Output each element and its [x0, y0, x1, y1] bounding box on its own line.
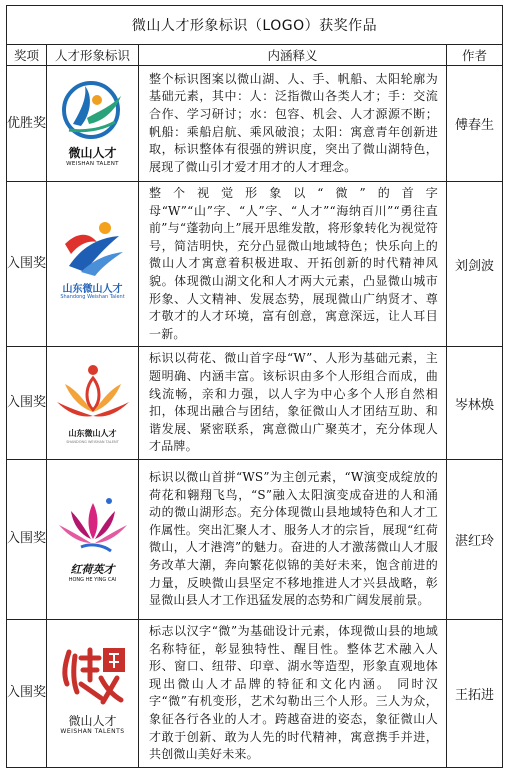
- award-name: 优胜奖: [7, 66, 47, 182]
- table-row: [7, 619, 503, 767]
- meaning-text: 整个视觉形象以“微”的首字母“W”“山”字、“人”字、“人才”“海纳百川”“勇往直前”与“蓬勃向上”展开思维发散，将形象转化为视觉符号，简洁明快，充分凸显微山地域特色；快乐向上的微山人才寓意着积极进取、开拓创新的时代精神风貌。体现微山湖文化和人才两大元素，凸显微山城市形象、人文精神、发展态势，展现微山广纳贤才、尊才敬才的人才环境，富有创意，寓意深远，让人耳目一新。: [139, 182, 447, 347]
- column-header-award: 奖项: [7, 45, 47, 66]
- award-name: 入围奖: [7, 459, 47, 619]
- table-row: [7, 459, 503, 619]
- meaning-text: 标志以汉字“微”为基础设计元素，体现微山县的地域名称特征，彰显独特性、醒目性。整体艺术融入人形、窗口、纽带、印章、湖水等造型，形象直观地体现出微山人才品牌的特征和文化内涵。 同时汉字“微”有机变形，艺术勾勒出三个人形。三人为众，象征各行各业的人才。跨越奋进的姿态，象征微山人才敢于创新、敢为人先的时代精神，寓意携手并进，共创微山美好未来。: [139, 619, 447, 767]
- meaning-text: 整个标识图案以微山湖、人、手、帆船、太阳轮廓为基础元素，其中：人：泛指微山各类人才；手：交流合作、学习研讨；水：包容、机会、人才源源不断；帆船：乘船启航、乘风破浪；太阳：寓意青年创新进取，标识整体有很强的辨识度，突出了微山湖特色，展现了微山引才爱才用才的人才理念。: [139, 66, 447, 182]
- logo-subtext: HONG HE YING CAI: [68, 577, 117, 584]
- logo-emblem-icon: [51, 214, 135, 280]
- author-name: 傅春生: [447, 66, 503, 182]
- author-name: 岑林焕: [447, 347, 503, 460]
- logo-text: 山东微山人才: [62, 284, 123, 296]
- logo-text: 微山人才: [68, 145, 117, 160]
- logo-subtext: WEISHAN TALENTS: [60, 728, 125, 736]
- award-sheet: [6, 5, 502, 762]
- red-lotus-icon: [51, 489, 135, 559]
- logo-subtext: SHANDONG WEISHAN TALENT: [66, 440, 119, 445]
- column-header-meaning: 内涵释义: [139, 45, 447, 66]
- logo-cell: [47, 459, 139, 619]
- table-row: [7, 182, 503, 347]
- author-name: 刘剑波: [447, 182, 503, 347]
- logo-emblem-icon: [51, 74, 135, 144]
- awards-table: [6, 5, 503, 768]
- logo-subtext: Shandong Weishan Talent: [60, 294, 125, 301]
- logo-text: 红荷英才: [70, 563, 115, 577]
- award-name: 入围奖: [7, 347, 47, 460]
- logo-cell: [47, 182, 139, 347]
- table-row: [7, 66, 503, 182]
- header-row: [7, 45, 503, 66]
- author-name: 王拓进: [447, 619, 503, 767]
- logo-cell: [47, 347, 139, 460]
- meaning-text: 标识以微山首拼“WS”为主创元素，“W演变成绽放的荷花和翱翔飞鸟，“S”融入太阳演变成奋进的人和涌动的微山湖形态。充分体现微山县地域特色和人才工作属性。突出汇聚人才、服务人才的宗旨，展现“红荷微山，人才港湾”的魅力。奋进的人才激荡微山人才服务改革大潮，奔向繁花似锦的美好未来，饱含前进的力量，反映微山县坚定不移地推进人才兴县战略，彰显微山县人才工作迅猛发展的态势和广阔发展前景。: [139, 459, 447, 619]
- logo-subtext: WEISHAN TALENT: [66, 160, 119, 167]
- award-name: 入围奖: [7, 619, 47, 767]
- table-title: 微山人才形象标识（LOGO）获奖作品: [7, 6, 503, 45]
- logo-cell: [47, 619, 139, 767]
- logo-honghe-yingcai: [51, 489, 135, 589]
- table-row: [7, 347, 503, 460]
- author-name: 湛红玲: [447, 459, 503, 619]
- logo-lotus-talent: [51, 358, 135, 448]
- logo-text: 山东微山人才: [68, 429, 117, 439]
- lotus-icon: [51, 358, 135, 426]
- logo-text: 微山人才: [68, 714, 117, 729]
- logo-cell: [47, 66, 139, 182]
- meaning-text: 标识以荷花、微山首字母“W”、人形为基础元素，主题明确、内涵丰富。该标识由多个人形组合而成，曲线流畅，亲和力强，以人字为中心多个人形自然相扣，体现出融合与团结，象征微山人才团结互助、和谐发展、紧密联系，寓意微山广聚英才，充分体现人才品牌。: [139, 347, 447, 460]
- seal-character-icon: [51, 640, 135, 710]
- logo-shandong-weishan-talent: [51, 214, 135, 314]
- logo-weishan-talent: [51, 74, 135, 174]
- column-header-logo: 人才形象标识: [47, 45, 139, 66]
- award-name: 入围奖: [7, 182, 47, 347]
- column-header-author: 作者: [447, 45, 503, 66]
